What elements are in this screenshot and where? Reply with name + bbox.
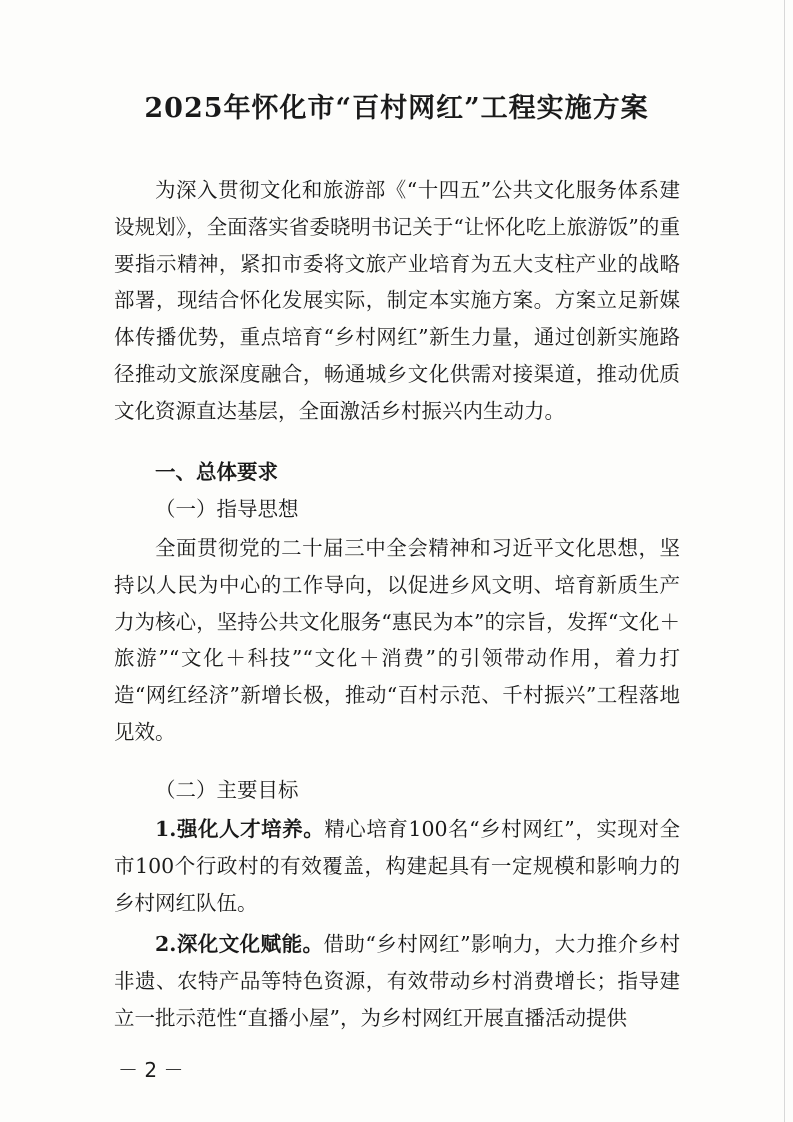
section-heading-general-requirements: 一、总体要求: [155, 460, 278, 484]
goal-2-lead: 2.深化文化赋能。: [155, 932, 324, 956]
goal-2-paragraph: [114, 926, 680, 1036]
scan-edge-line: [784, 0, 785, 1122]
document-title: 2025年怀化市“百村网红”工程实施方案: [144, 93, 649, 124]
goal-1-paragraph: [114, 811, 680, 921]
goal-2-body: 借助“乡村网红”影响力，大力推介乡村非遗、农特产品等特色资源，有效带动乡村消费增长；指导建立一批示范性“直播小屋”，为乡村网红开展直播活动提供: [114, 932, 680, 1030]
goal-1-body: 精心培育100名“乡村网红”，实现对全市100个行政村的有效覆盖，构建起具有一定规模和影响力的乡村网红队伍。: [114, 817, 680, 915]
intro-paragraph: 为深入贯彻文化和旅游部《“十四五”公共文化服务体系建设规划》，全面落实省委晓明书记关于“让怀化吃上旅游饭”的重要指示精神，紧扣市委将文旅产业培育为五大支柱产业的战略部署，现结合怀化发展实际，制定本实施方案。方案立足新媒体传播优势，重点培育“乡村网红”新生力量，通过创新实施路径推动文旅深度融合，畅通城乡文化供需对接渠道，推动优质文化资源直达基层，全面激活乡村振兴内生动力。: [114, 178, 680, 423]
guiding-ideology-paragraph: 全面贯彻党的二十届三中全会精神和习近平文化思想，坚持以人民为中心的工作导向，以促进乡风文明、培育新质生产力为核心，坚持公共文化服务“惠民为本”的宗旨，发挥“文化＋旅游”“文化＋科技”“文化＋消费”的引领带动作用，着力打造“网红经济”新增长极，推动“百村示范、千村振兴”工程落地见效。: [114, 536, 680, 744]
page-number: － 2 －: [118, 1058, 184, 1082]
subsection-heading-guiding-ideology: （一）指导思想: [155, 497, 299, 521]
goal-1-lead: 1.强化人才培养。: [155, 817, 325, 841]
subsection-heading-main-goals: （二）主要目标: [155, 778, 299, 802]
